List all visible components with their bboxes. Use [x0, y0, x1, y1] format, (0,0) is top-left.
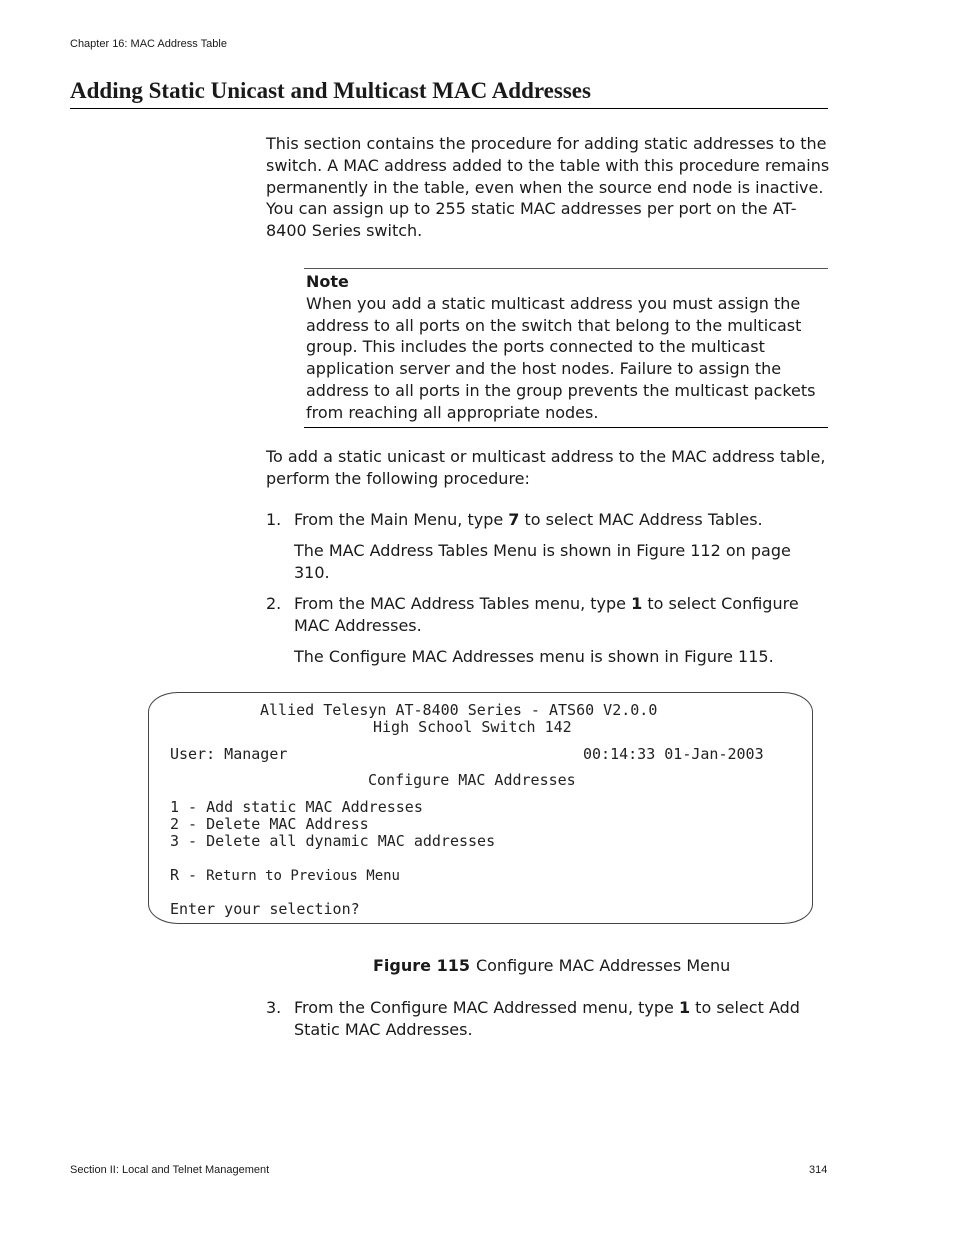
terminal-option-delete-dynamic: 3 - Delete all dynamic MAC addresses [170, 832, 496, 850]
step-number: 1. [266, 510, 282, 529]
footer-section: Section II: Local and Telnet Management [70, 1164, 270, 1176]
terminal-user: User: Manager [170, 745, 288, 763]
step-2-result: The Configure MAC Addresses menu is shown in Figure 115. [294, 647, 774, 666]
menu-key: 1 [631, 594, 643, 613]
step-text: From the Main Menu, type 7 to select MAC Address Tables. [294, 510, 763, 529]
terminal-option-return: R - Return to Previous Menu [170, 866, 400, 884]
step-text: From the Configure MAC Addressed menu, type 1 to select Add Static MAC Addresses. [294, 998, 800, 1039]
note-box [304, 268, 828, 428]
step-number: 3. [266, 998, 282, 1017]
page-number: 314 [809, 1164, 828, 1176]
figure-caption-text: Configure MAC Addresses Menu [475, 956, 731, 975]
terminal-option-add-static: 1 - Add static MAC Addresses [170, 798, 423, 816]
step-1-result: The MAC Address Tables Menu is shown in Figure 112 on page 310. [294, 541, 791, 582]
note-text: When you add a static multicast address you must assign the address to all ports on the switch that belong to the multicast group. This includes the ports connected to the multicast application server and the host nodes. Failure to assign the address to all ports in the group prevents the multicast packets from reaching all appropriate nodes. [306, 293, 816, 422]
terminal-screen [148, 692, 813, 924]
intro-paragraph: This section contains the procedure for adding static addresses to the switch. A MAC address added to the table with this procedure remains permanently in the table, even when the source end node is inactive. You can assign up to 255 static MAC addresses per port on the AT-8400 Series switch. [266, 134, 830, 241]
running-header: Chapter 16: MAC Address Table [70, 38, 227, 50]
terminal-datetime: 00:14:33 01-Jan-2003 [583, 745, 764, 763]
procedure-lead: To add a static unicast or multicast address to the MAC address table, perform the following procedure: [266, 447, 826, 488]
section-title: Adding Static Unicast and Multicast MAC Addresses [70, 78, 828, 109]
note-title: Note [306, 272, 349, 291]
figure-label: Figure 115 [373, 956, 470, 975]
terminal-switch-name: High School Switch 142 [373, 718, 572, 736]
menu-key: 7 [508, 510, 520, 529]
step-text: From the MAC Address Tables menu, type 1 to select Configure MAC Addresses. [294, 594, 799, 635]
terminal-system-line: Allied Telesyn AT-8400 Series - ATS60 V2.0.0 [260, 701, 658, 719]
menu-key: 1 [678, 998, 691, 1017]
terminal-menu-title: Configure MAC Addresses [368, 771, 576, 789]
step-number: 2. [266, 594, 282, 613]
terminal-option-delete: 2 - Delete MAC Address [170, 815, 369, 833]
terminal-prompt: Enter your selection? [170, 900, 360, 918]
figure-caption [373, 956, 730, 975]
